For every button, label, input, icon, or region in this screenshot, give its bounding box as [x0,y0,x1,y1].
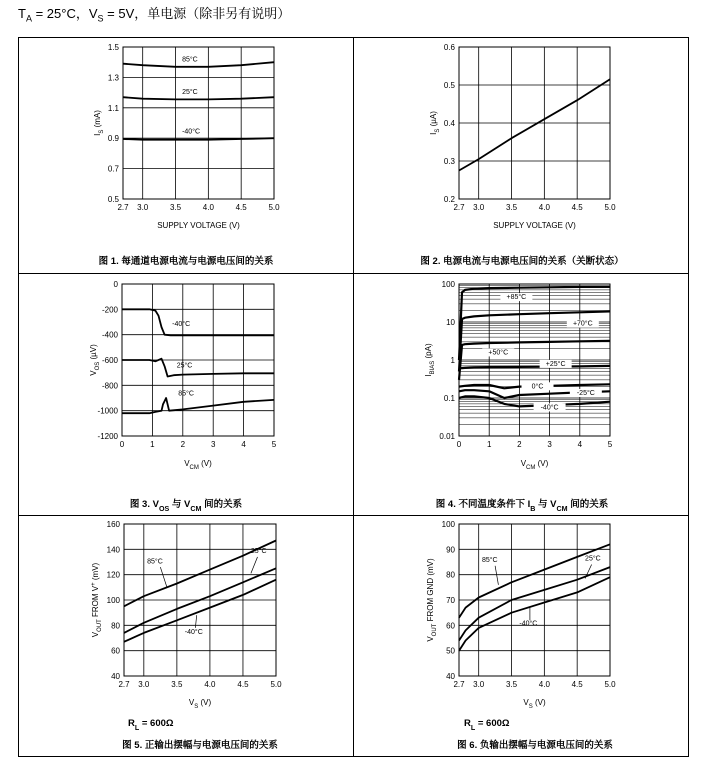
fig3-xtick-label: 2 [180,440,186,449]
fig5-xtick-label: 3.0 [138,680,150,689]
fig6-ytick-label: 40 [446,672,455,681]
fig4-chart [424,280,613,513]
fig5-ytick-label: 100 [106,596,120,605]
fig2-ytick-label: 0.4 [443,119,455,128]
fig3-ytick-label: 0 [113,280,118,289]
fig1-anno-25c: 25°C [182,89,198,97]
fig4-anno-3: +25°C [545,360,566,368]
fig1-xtick-label: 3.5 [169,203,182,212]
fig6-caption: 图 6. 负输出摆幅与电源电压间的关系 [457,740,613,751]
fig5-series-line-1 [124,568,276,633]
fig5-anno-m40c: -40°C [184,629,203,637]
fig2-xtick-label: 4.0 [538,203,550,212]
fig1-chart [93,43,280,267]
fig4-ytick-label: 100 [441,280,455,289]
fig5-xtick-label: 2.7 [118,680,130,689]
fig5-anno-85c-leader [160,567,167,587]
fig1-xtick-label: 4.5 [235,203,247,212]
fig4-ytick-label: 1 [450,356,455,365]
fig4-xtick-label: 3 [547,440,552,449]
fig6-ytick-label: 60 [446,621,455,631]
fig2-caption: 图 2. 电源电流与电源电压间的关系（关断状态） [420,256,624,267]
fig2-ylabel: $I_S$ (µA) [429,111,441,135]
fig3-series-line-1 [122,359,274,377]
fig3-xtick-label: 1 [150,440,155,449]
fig4-anno-0: +85°C [506,294,527,302]
fig5-anno-25c-leader [251,557,258,573]
fig1-xtick-label: 5.0 [268,203,280,212]
fig3-ytick-label: -1200 [97,432,118,441]
fig6-chart [426,520,616,751]
fig1-ytick-label: 1.3 [107,73,119,83]
fig2-xtick-label: 2.7 [453,203,465,212]
fig2-ytick-label: 0.5 [443,81,455,90]
fig1-xlabel: SUPPLY VOLTAGE (V) [157,221,240,230]
fig1-anno-85c: 85°C [182,56,198,64]
fig1-ytick-label: 1.5 [107,43,119,52]
fig3-xtick-label: 5 [271,440,277,449]
fig6-anno-85c-leader [495,566,498,585]
fig6-ytick-label: 50 [446,646,455,656]
fig5-ytick-label: 120 [106,570,120,580]
fig2-xtick-label: 3.0 [473,203,485,212]
fig4-anno-1: +70°C [572,320,593,328]
fig1-anno-m40c: -40°C [182,128,201,136]
fig4-xtick-label: 4 [577,440,583,449]
fig5-ytick-label: 40 [111,672,120,681]
fig3-ytick-label: -400 [101,330,118,340]
fig6-ytick-label: 100 [441,520,455,529]
fig4-ytick-label: 0.1 [443,394,455,403]
fig5-anno-85c: 85°C [147,558,163,566]
fig5-ytick-label: 160 [106,520,120,529]
fig6-ytick-label: 70 [446,596,455,605]
fig1-series-line-1 [123,97,274,99]
fig2-xlabel: SUPPLY VOLTAGE (V) [493,221,576,230]
fig4-xtick-label: 5 [607,440,613,449]
fig2-series-line-0 [459,79,610,170]
fig3-chart [89,280,277,513]
fig3-anno-85c: 85°C [178,390,194,398]
fig1-xtick-label: 4.0 [202,203,214,212]
fig2-ytick-label: 0.3 [443,157,455,166]
fig2-xtick-label: 5.0 [604,203,616,212]
fig1-ytick-label: 1.1 [107,103,119,113]
fig3-series-line-0 [122,309,274,335]
fig6-xtick-label: 5.0 [604,680,616,689]
fig5-ylabel: $V_{OUT}$ FROM V+ (mV) [91,562,103,638]
fig6-anno-m40c: -40°C [519,620,538,628]
fig6-anno-85c: 85°C [481,557,498,564]
fig5-ytick-label: 80 [111,621,120,631]
fig6-anno-25c: 25°C [585,555,601,563]
fig4-anno-6: -40°C [540,404,559,412]
fig5-anno-m40c-leader [195,615,196,628]
fig6-series-line-1 [459,567,610,640]
fig1-xtick-label: 2.7 [117,203,129,212]
fig3-xtick-label: 0 [119,440,125,449]
fig4-ytick-label: 10 [446,318,455,327]
fig2-xtick-label: 3.5 [505,203,518,212]
fig1-plot-frame [123,47,274,199]
fig3-ylabel: $V_{OS}$ (µV) [89,344,101,376]
fig5-xtick-label: 5.0 [270,680,282,689]
fig4-ytick-label: 0.01 [439,432,455,441]
fig5-load-note: $R_L = 600\Omega$ [128,718,174,732]
fig3-xlabel: $V_{CM}$ (V) [184,459,212,471]
fig4-xtick-label: 2 [517,440,522,449]
fig6-ytick-label: 80 [446,570,455,580]
fig6-xtick-label: 3.0 [473,680,485,689]
fig6-ylabel: $V_{OUT}$ FROM GND (mV) [426,558,438,642]
fig2-chart [420,43,623,267]
fig6-xtick-label: 4.5 [571,680,583,689]
fig5-anno-25c: 25°C [250,548,267,556]
fig2-ytick-label: 0.2 [443,195,455,204]
fig5-xtick-label: 4.5 [237,680,249,689]
fig3-caption: 图 3. $V_{OS}$ 与 $V_{CM}$ 间的关系 [129,499,243,513]
fig5-caption: 图 5. 正输出摆幅与电源电压间的关系 [122,740,278,751]
fig3-ytick-label: -800 [101,381,118,391]
fig6-ytick-label: 90 [446,545,455,555]
fig4-anno-4: 0°C [531,383,544,391]
fig4-xtick-label: 0 [456,440,462,449]
fig5-xtick-label: 4.0 [204,680,216,689]
fig5-chart [91,520,282,751]
fig3-ytick-label: -200 [101,305,118,315]
fig1-ytick-label: 0.9 [107,134,119,144]
fig3-anno-m40c: -40°C [172,320,191,328]
fig5-ytick-label: 60 [111,646,120,656]
fig2-xtick-label: 4.5 [571,203,583,212]
fig4-anno-2: +50°C [488,349,509,357]
fig3-ytick-label: -1000 [97,406,118,416]
fig6-series-line-2 [459,577,610,651]
fig4-ylabel: $I_{BIAS}$ (pA) [424,343,436,377]
fig4-anno-5: -25°C [576,389,595,397]
fig1-series-line-0 [123,62,274,67]
fig6-xtick-label: 2.7 [453,680,465,689]
fig4-caption: 图 4. 不同温度条件下 $I_B$ 与 $V_{CM}$ 间的关系 [435,499,609,513]
fig3-ytick-label: -600 [101,356,118,365]
fig4-xtick-label: 1 [486,440,492,449]
fig5-ytick-label: 140 [106,545,120,555]
fig1-xtick-label: 3.0 [137,203,149,212]
fig3-xtick-label: 3 [210,440,216,449]
fig3-xtick-label: 4 [241,440,246,449]
fig2-ytick-label: 0.6 [443,43,455,52]
fig6-load-note: $R_L = 600\Omega$ [464,718,510,732]
fig1-caption: 图 1. 每通道电源电流与电源电压间的关系 [98,256,274,267]
fig6-xlabel: $V_S$ (V) [523,698,546,710]
fig6-xtick-label: 3.5 [505,680,518,689]
fig3-anno-25c: 25°C [176,362,193,370]
fig4-series-line-3 [459,366,610,369]
fig6-xtick-label: 4.0 [538,680,550,689]
fig5-xtick-label: 3.5 [171,680,183,689]
fig1-ylabel: $I_S$ (mA) [93,110,105,136]
fig1-ytick-label: 0.7 [107,164,119,174]
conditions-header: $T_A = 25^\circ C$，$V_S = 5V$，单电源（除非另有说明） [18,6,291,24]
fig5-xlabel: $V_S$ (V) [188,698,212,710]
fig1-ytick-label: 0.5 [107,195,119,204]
fig4-xlabel: $V_{CM}$ (V) [520,459,549,471]
